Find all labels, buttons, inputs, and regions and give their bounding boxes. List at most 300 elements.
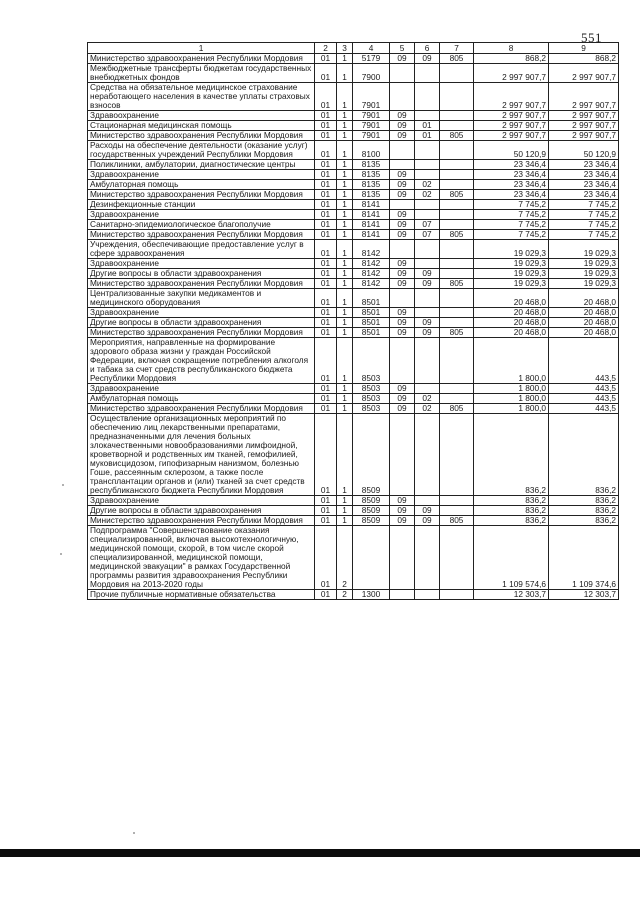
table-row	[88, 289, 619, 308]
cell-code: 1	[337, 190, 353, 200]
cell-code	[390, 200, 415, 210]
column-header: 8	[474, 43, 549, 54]
cell-code: 02	[415, 404, 440, 414]
cell-code: 1	[337, 279, 353, 289]
cell-amount: 23 346,4	[549, 170, 619, 180]
cell-code: 09	[415, 54, 440, 64]
cell-code: 805	[440, 54, 474, 64]
budget-table	[87, 42, 619, 600]
table-row	[88, 64, 619, 83]
cell-code: 8141	[353, 210, 390, 220]
cell-code	[440, 526, 474, 590]
cell-amount: 2 997 907,7	[549, 64, 619, 83]
cell-code	[440, 121, 474, 131]
cell-code: 09	[390, 180, 415, 190]
cell-code: 7901	[353, 83, 390, 111]
cell-code	[415, 259, 440, 269]
table-row	[88, 496, 619, 506]
cell-amount: 12 303,7	[549, 590, 619, 600]
row-name: Осуществление организационных мероприятий по обеспечению лиц лекарственными препаратами, предназначенными для лечения больных злокачественными новообразованиями лимфоидной, кроветворной и родственных им тканей, гемофилией, муковисцидозом, гипофизарным нанизмом, болезнью Гоше, рассеянным склерозом, а также после трансплантации органов и (или) тканей за счет средств республиканского бюджета Республики Мордовия	[88, 414, 315, 496]
cell-amount: 19 029,3	[474, 279, 549, 289]
cell-code: 8142	[353, 269, 390, 279]
row-name: Дезинфекционные станции	[88, 200, 315, 210]
cell-amount: 20 468,0	[474, 328, 549, 338]
column-header: 6	[415, 43, 440, 54]
cell-amount: 12 303,7	[474, 590, 549, 600]
cell-amount: 7 745,2	[474, 220, 549, 230]
cell-amount: 19 029,3	[474, 259, 549, 269]
cell-code: 09	[415, 516, 440, 526]
cell-code: 8503	[353, 384, 390, 394]
cell-code	[440, 506, 474, 516]
cell-code: 8135	[353, 170, 390, 180]
cell-code: 7900	[353, 64, 390, 83]
cell-code: 1	[337, 240, 353, 259]
table-row	[88, 240, 619, 259]
cell-code	[353, 526, 390, 590]
cell-amount: 443,5	[549, 394, 619, 404]
cell-code: 09	[390, 394, 415, 404]
cell-amount: 2 997 907,7	[549, 121, 619, 131]
cell-code: 1	[337, 180, 353, 190]
cell-code: 8509	[353, 496, 390, 506]
cell-amount: 1 800,0	[474, 404, 549, 414]
cell-code	[390, 160, 415, 170]
cell-code: 09	[390, 516, 415, 526]
cell-amount: 19 029,3	[474, 240, 549, 259]
table-row	[88, 394, 619, 404]
cell-code: 7901	[353, 121, 390, 131]
cell-amount: 23 346,4	[474, 180, 549, 190]
scan-edge-bar	[0, 849, 640, 857]
cell-code: 01	[315, 240, 337, 259]
cell-code: 1	[337, 210, 353, 220]
cell-code: 09	[390, 328, 415, 338]
cell-code: 07	[415, 220, 440, 230]
row-name: Министерство здравоохранения Республики Мордовия	[88, 404, 315, 414]
cell-code: 09	[415, 318, 440, 328]
cell-amount: 443,5	[549, 404, 619, 414]
row-name: Министерство здравоохранения Республики Мордовия	[88, 328, 315, 338]
cell-code: 1	[337, 83, 353, 111]
row-name: Здравоохранение	[88, 259, 315, 269]
table-row	[88, 526, 619, 590]
cell-code	[440, 210, 474, 220]
cell-code: 8135	[353, 160, 390, 170]
table-row	[88, 259, 619, 269]
cell-code: 8100	[353, 141, 390, 160]
cell-code: 01	[315, 190, 337, 200]
cell-code: 2	[337, 526, 353, 590]
cell-code: 09	[390, 404, 415, 414]
table-row	[88, 131, 619, 141]
cell-amount: 20 468,0	[549, 328, 619, 338]
column-header: 9	[549, 43, 619, 54]
cell-code: 7901	[353, 131, 390, 141]
cell-code: 09	[390, 220, 415, 230]
table-row	[88, 414, 619, 496]
cell-amount: 23 346,4	[474, 170, 549, 180]
cell-code	[415, 338, 440, 384]
cell-amount: 19 029,3	[474, 269, 549, 279]
cell-code	[390, 64, 415, 83]
cell-code: 01	[315, 516, 337, 526]
cell-code	[390, 526, 415, 590]
cell-code: 01	[315, 308, 337, 318]
cell-code	[440, 338, 474, 384]
cell-amount: 2 997 907,7	[474, 83, 549, 111]
cell-code	[440, 141, 474, 160]
row-name: Министерство здравоохранения Республики Мордовия	[88, 230, 315, 240]
cell-amount: 836,2	[474, 414, 549, 496]
cell-code: 8141	[353, 230, 390, 240]
cell-code: 1	[337, 328, 353, 338]
table-row	[88, 318, 619, 328]
cell-code: 01	[315, 338, 337, 384]
cell-amount: 23 346,4	[474, 190, 549, 200]
cell-code: 8135	[353, 180, 390, 190]
table-row	[88, 516, 619, 526]
column-header: 1	[88, 43, 315, 54]
cell-code: 8503	[353, 394, 390, 404]
cell-amount: 19 029,3	[549, 279, 619, 289]
table-row	[88, 404, 619, 414]
row-name: Расходы на обеспечение деятельности (оказание услуг) государственных учреждений Республики Мордовия	[88, 141, 315, 160]
cell-amount: 443,5	[549, 338, 619, 384]
cell-code	[440, 64, 474, 83]
cell-code: 805	[440, 230, 474, 240]
cell-code: 1	[337, 318, 353, 328]
cell-code: 09	[415, 279, 440, 289]
cell-code	[415, 64, 440, 83]
cell-code: 1	[337, 269, 353, 279]
cell-code: 09	[415, 328, 440, 338]
cell-code: 805	[440, 516, 474, 526]
cell-amount: 2 997 907,7	[549, 83, 619, 111]
table-row	[88, 328, 619, 338]
cell-code: 1	[337, 516, 353, 526]
table-row	[88, 590, 619, 600]
cell-code	[440, 160, 474, 170]
row-name: Амбулаторная помощь	[88, 394, 315, 404]
cell-amount: 2 997 907,7	[549, 111, 619, 121]
cell-amount: 2 997 907,7	[474, 64, 549, 83]
table-body	[88, 54, 619, 600]
row-name: Санитарно-эпидемиологическое благополучие	[88, 220, 315, 230]
cell-code: 7901	[353, 111, 390, 121]
table-row	[88, 269, 619, 279]
cell-code	[440, 318, 474, 328]
cell-code: 09	[390, 121, 415, 131]
cell-code: 09	[390, 308, 415, 318]
cell-amount: 868,2	[549, 54, 619, 64]
cell-code: 01	[415, 131, 440, 141]
row-name: Другие вопросы в области здравоохранения	[88, 269, 315, 279]
cell-amount: 2 997 907,7	[474, 131, 549, 141]
cell-amount: 7 745,2	[474, 200, 549, 210]
cell-code	[390, 338, 415, 384]
cell-code: 1	[337, 384, 353, 394]
cell-code: 01	[315, 404, 337, 414]
row-name: Централизованные закупки медикаментов и медицинского оборудования	[88, 289, 315, 308]
cell-amount: 19 029,3	[549, 259, 619, 269]
table-row	[88, 180, 619, 190]
cell-code	[390, 590, 415, 600]
cell-code: 1	[337, 414, 353, 496]
cell-code	[415, 308, 440, 318]
cell-amount: 20 468,0	[474, 308, 549, 318]
cell-code: 01	[315, 414, 337, 496]
cell-code	[440, 220, 474, 230]
table-row	[88, 170, 619, 180]
cell-code	[440, 259, 474, 269]
cell-amount: 836,2	[549, 496, 619, 506]
cell-code: 8142	[353, 279, 390, 289]
cell-code: 2	[337, 590, 353, 600]
cell-code: 02	[415, 180, 440, 190]
cell-code: 01	[315, 121, 337, 131]
cell-code: 09	[390, 506, 415, 516]
cell-code: 09	[390, 190, 415, 200]
cell-code	[440, 170, 474, 180]
cell-code: 01	[415, 121, 440, 131]
row-name: Подпрограмма "Совершенствование оказания специализированной, включая высокотехнологичную, медицинской помощи, скорой, в том числе скорой специализированной, медицинской помощи, медицинской эвакуации" в рамках Государственной программы развития здравоохранения Республики Мордовия на 2013-2020 годы	[88, 526, 315, 590]
row-name: Министерство здравоохранения Республики Мордовия	[88, 279, 315, 289]
table-row	[88, 160, 619, 170]
cell-amount: 7 745,2	[549, 230, 619, 240]
cell-code: 805	[440, 328, 474, 338]
cell-amount: 19 029,3	[549, 269, 619, 279]
cell-amount: 836,2	[549, 414, 619, 496]
row-name: Поликлиники, амбулатории, диагностические центры	[88, 160, 315, 170]
table-row	[88, 200, 619, 210]
table-row	[88, 220, 619, 230]
cell-code: 01	[315, 289, 337, 308]
cell-amount: 1 800,0	[474, 394, 549, 404]
cell-code: 8135	[353, 190, 390, 200]
cell-code: 01	[315, 590, 337, 600]
cell-code: 01	[315, 230, 337, 240]
cell-code: 01	[315, 496, 337, 506]
cell-code	[440, 180, 474, 190]
cell-code: 01	[315, 506, 337, 516]
cell-code	[440, 496, 474, 506]
column-header: 2	[315, 43, 337, 54]
cell-amount: 23 346,4	[549, 180, 619, 190]
column-header: 4	[353, 43, 390, 54]
cell-code: 8503	[353, 338, 390, 384]
cell-amount: 50 120,9	[474, 141, 549, 160]
cell-code	[440, 384, 474, 394]
cell-code	[440, 83, 474, 111]
cell-code: 8141	[353, 220, 390, 230]
column-header: 3	[337, 43, 353, 54]
row-name: Здравоохранение	[88, 170, 315, 180]
cell-code	[415, 496, 440, 506]
cell-amount: 23 346,4	[474, 160, 549, 170]
scan-speck	[60, 553, 62, 555]
table-row	[88, 190, 619, 200]
cell-code: 01	[315, 526, 337, 590]
cell-code: 09	[390, 210, 415, 220]
cell-code	[440, 240, 474, 259]
row-name: Учреждения, обеспечивающие предоставление услуг в сфере здравоохранения	[88, 240, 315, 259]
cell-code: 01	[315, 180, 337, 190]
cell-code	[415, 141, 440, 160]
cell-code	[440, 414, 474, 496]
cell-code: 09	[390, 318, 415, 328]
cell-code: 1	[337, 230, 353, 240]
row-name: Здравоохранение	[88, 384, 315, 394]
cell-code	[415, 160, 440, 170]
table-row	[88, 279, 619, 289]
cell-code: 01	[315, 141, 337, 160]
cell-code: 8509	[353, 506, 390, 516]
cell-code: 1	[337, 394, 353, 404]
cell-amount: 868,2	[474, 54, 549, 64]
cell-amount: 836,2	[474, 506, 549, 516]
cell-amount: 2 997 907,7	[474, 111, 549, 121]
cell-code	[390, 240, 415, 259]
cell-code: 1	[337, 64, 353, 83]
cell-amount: 20 468,0	[549, 289, 619, 308]
row-name: Прочие публичные нормативные обязательства	[88, 590, 315, 600]
cell-code: 1	[337, 506, 353, 516]
cell-code	[415, 526, 440, 590]
row-name: Здравоохранение	[88, 111, 315, 121]
cell-code	[415, 384, 440, 394]
cell-code: 01	[315, 111, 337, 121]
cell-code: 01	[315, 318, 337, 328]
cell-code: 8501	[353, 308, 390, 318]
cell-code	[415, 590, 440, 600]
cell-code: 01	[315, 170, 337, 180]
cell-amount: 1 800,0	[474, 384, 549, 394]
cell-code: 1	[337, 338, 353, 384]
row-name: Министерство здравоохранения Республики Мордовия	[88, 190, 315, 200]
cell-code: 8503	[353, 404, 390, 414]
cell-code	[390, 289, 415, 308]
cell-amount: 836,2	[474, 516, 549, 526]
cell-code: 02	[415, 190, 440, 200]
cell-code: 1	[337, 496, 353, 506]
cell-code	[440, 269, 474, 279]
cell-amount: 7 745,2	[549, 220, 619, 230]
cell-code: 1	[337, 308, 353, 318]
cell-code: 09	[390, 170, 415, 180]
cell-code: 09	[390, 230, 415, 240]
cell-code: 8501	[353, 318, 390, 328]
row-name: Министерство здравоохранения Республики Мордовия	[88, 131, 315, 141]
cell-code: 1	[337, 54, 353, 64]
cell-code: 8501	[353, 289, 390, 308]
cell-amount: 1 109 574,6	[474, 526, 549, 590]
row-name: Мероприятия, направленные на формирование здорового образа жизни у граждан Российской Федерации, включая сокращение потребления алкоголя и табака за счет средств республиканского бюджета Республики Мордовия	[88, 338, 315, 384]
cell-code: 1	[337, 404, 353, 414]
cell-code: 1	[337, 259, 353, 269]
cell-code: 805	[440, 279, 474, 289]
header-row	[88, 43, 619, 54]
row-name: Здравоохранение	[88, 210, 315, 220]
cell-code: 01	[315, 131, 337, 141]
cell-code: 01	[315, 64, 337, 83]
cell-amount: 2 997 907,7	[549, 131, 619, 141]
table-row	[88, 111, 619, 121]
cell-code: 09	[390, 279, 415, 289]
cell-code	[440, 111, 474, 121]
cell-code: 1	[337, 160, 353, 170]
scan-speck	[62, 484, 64, 486]
cell-amount: 443,5	[549, 384, 619, 394]
cell-code	[440, 394, 474, 404]
table-row	[88, 506, 619, 516]
cell-code: 8142	[353, 259, 390, 269]
cell-code	[415, 414, 440, 496]
cell-amount: 836,2	[549, 516, 619, 526]
cell-amount: 1 109 374,6	[549, 526, 619, 590]
cell-code: 02	[415, 394, 440, 404]
cell-amount: 836,2	[474, 496, 549, 506]
cell-code	[415, 200, 440, 210]
cell-code: 09	[390, 54, 415, 64]
column-header: 5	[390, 43, 415, 54]
row-name: Здравоохранение	[88, 496, 315, 506]
cell-code	[415, 111, 440, 121]
cell-amount: 23 346,4	[549, 160, 619, 170]
cell-code: 1	[337, 111, 353, 121]
cell-amount: 19 029,3	[549, 240, 619, 259]
cell-amount: 20 468,0	[549, 318, 619, 328]
cell-amount: 7 745,2	[474, 210, 549, 220]
cell-code: 01	[315, 83, 337, 111]
cell-code: 1	[337, 220, 353, 230]
cell-code	[440, 200, 474, 210]
cell-code	[415, 240, 440, 259]
column-header: 7	[440, 43, 474, 54]
table-row	[88, 210, 619, 220]
table-row	[88, 384, 619, 394]
table-row	[88, 83, 619, 111]
cell-amount: 7 745,2	[474, 230, 549, 240]
cell-code: 1	[337, 289, 353, 308]
cell-code	[440, 308, 474, 318]
cell-code: 1	[337, 200, 353, 210]
row-name: Здравоохранение	[88, 308, 315, 318]
scan-speck	[133, 832, 135, 834]
cell-code	[415, 83, 440, 111]
table-row	[88, 308, 619, 318]
cell-code: 09	[390, 111, 415, 121]
cell-code: 1	[337, 141, 353, 160]
cell-code: 09	[390, 384, 415, 394]
cell-code: 8142	[353, 240, 390, 259]
row-name: Стационарная медицинская помощь	[88, 121, 315, 131]
row-name: Министерство здравоохранения Республики Мордовия	[88, 54, 315, 64]
cell-code: 01	[315, 384, 337, 394]
cell-code: 09	[415, 506, 440, 516]
cell-code: 8501	[353, 328, 390, 338]
cell-code: 1	[337, 121, 353, 131]
cell-code: 1300	[353, 590, 390, 600]
cell-code: 01	[315, 394, 337, 404]
cell-code: 01	[315, 328, 337, 338]
cell-code: 805	[440, 404, 474, 414]
cell-code: 09	[415, 269, 440, 279]
cell-code	[390, 83, 415, 111]
cell-amount: 836,2	[549, 506, 619, 516]
cell-code: 8509	[353, 414, 390, 496]
cell-code	[415, 289, 440, 308]
